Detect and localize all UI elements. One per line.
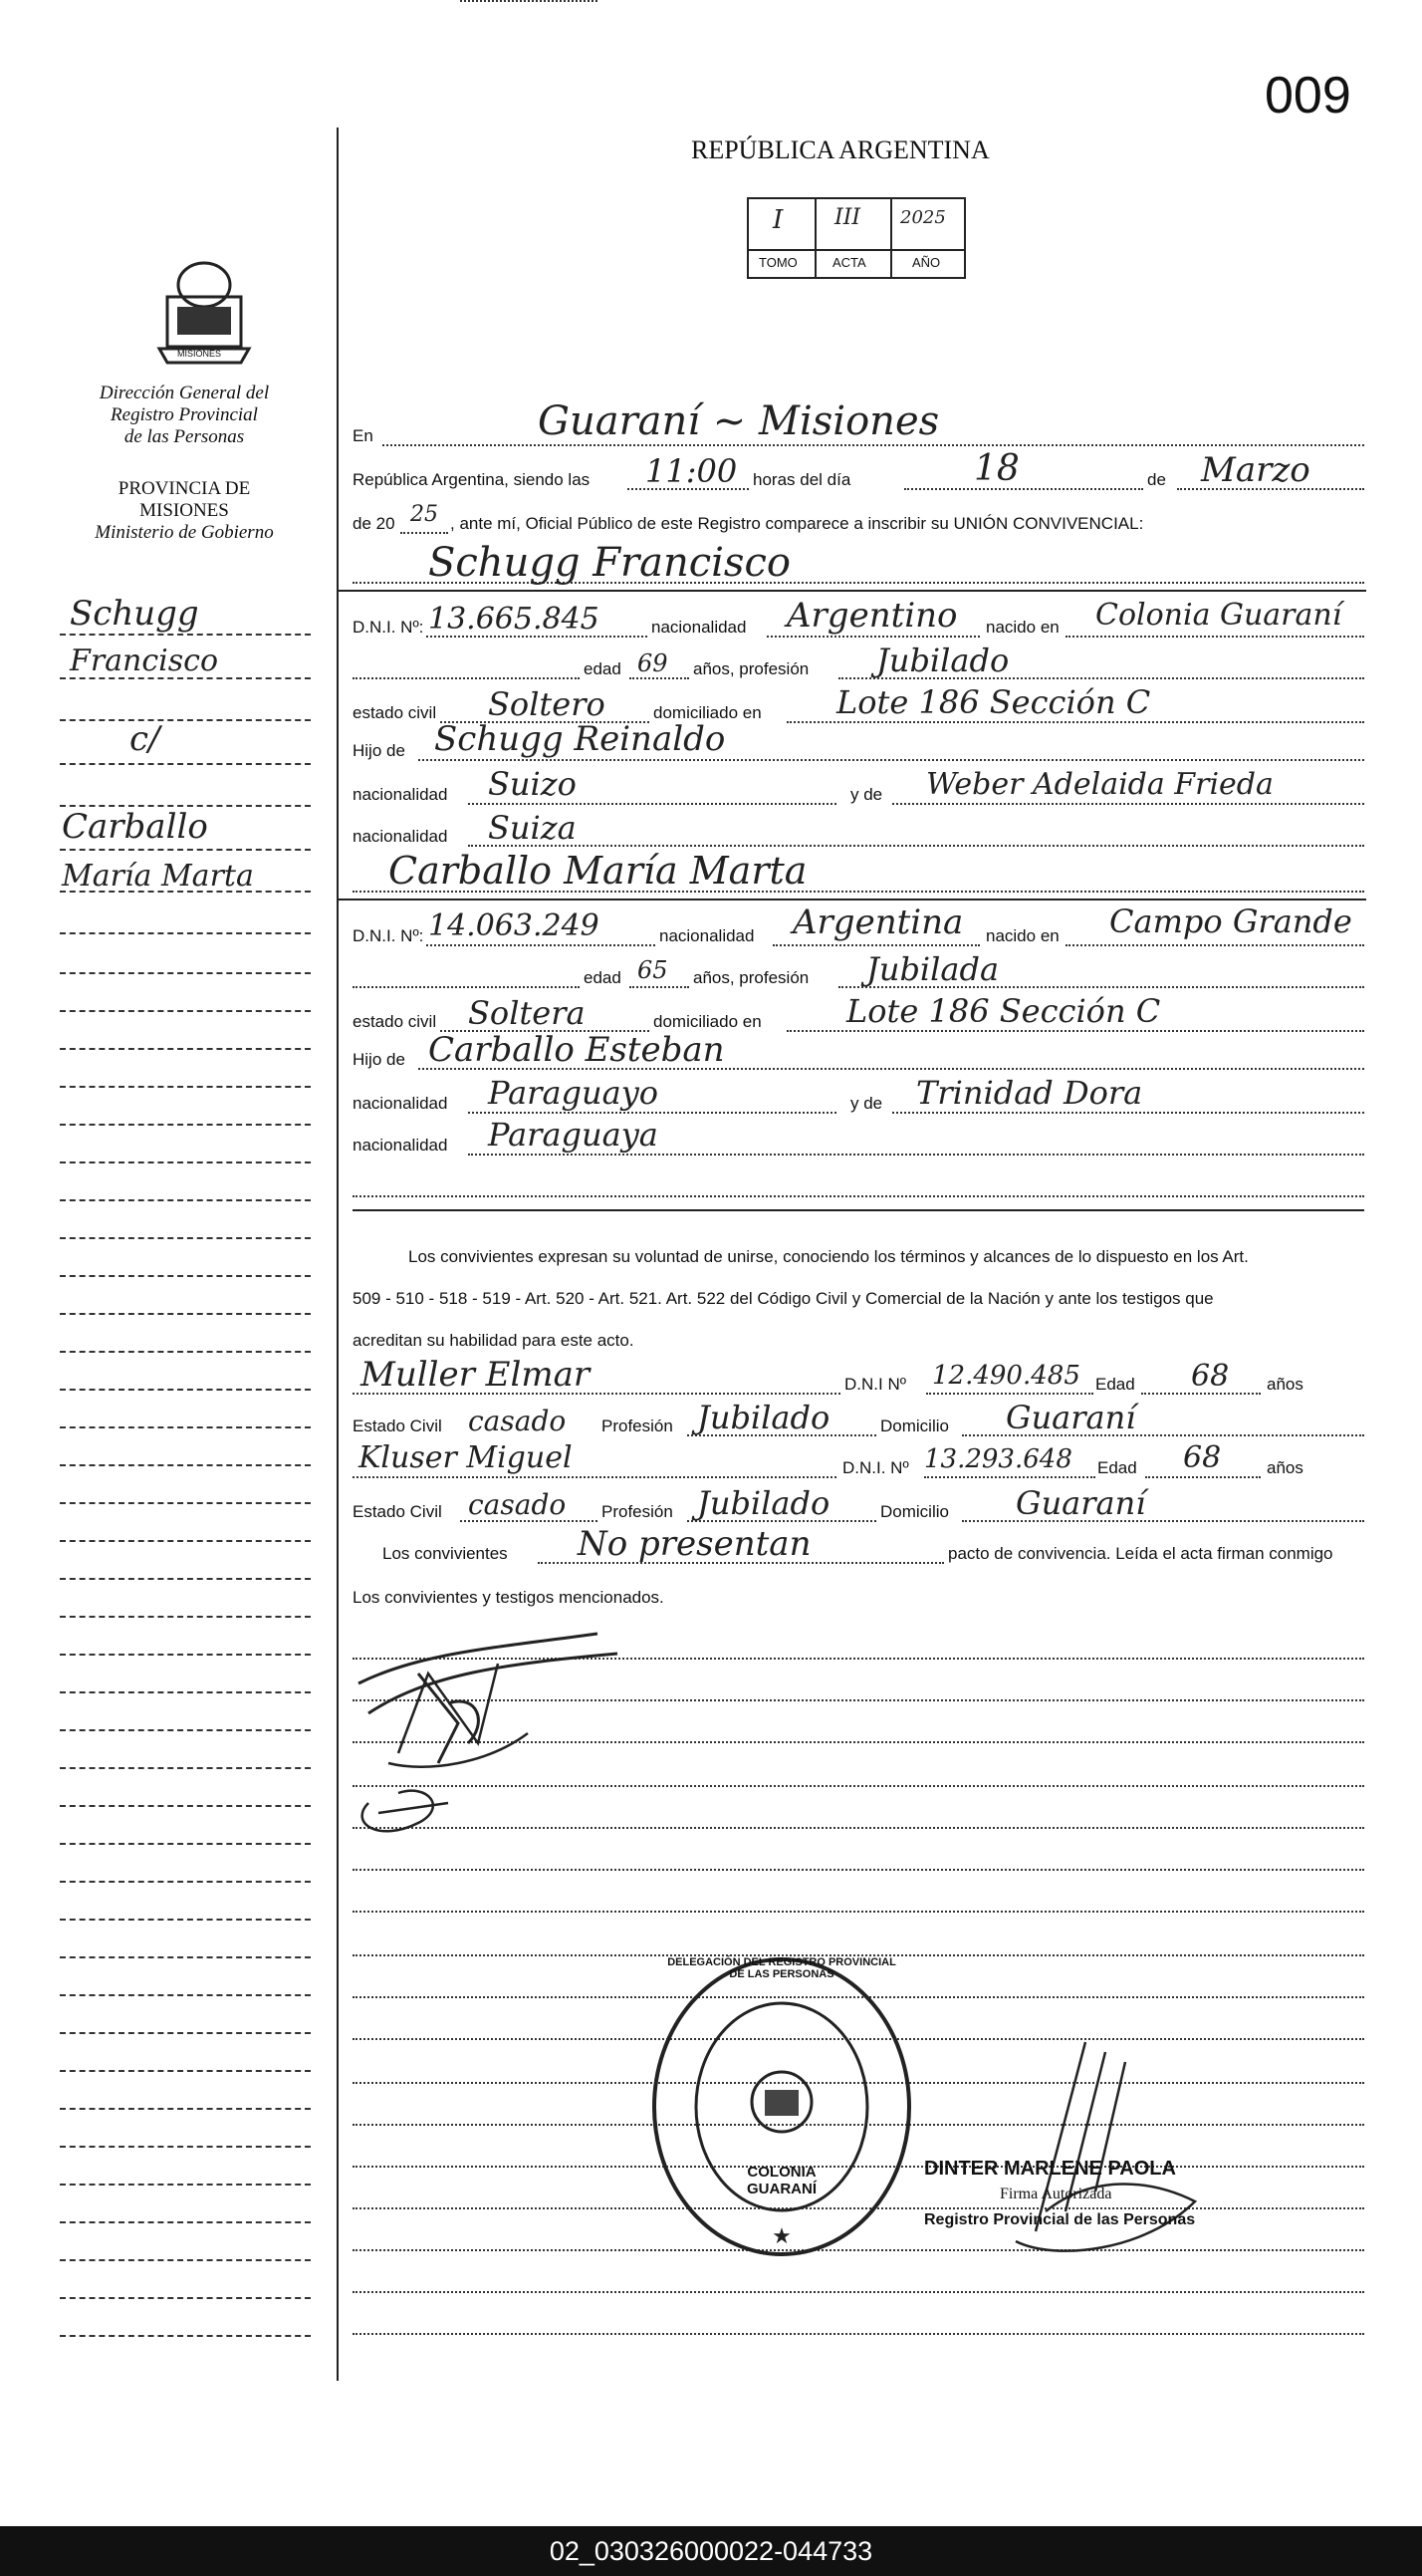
province-line2: MISIONES bbox=[139, 500, 229, 521]
official-title: Firma Autorizada bbox=[1000, 2186, 1112, 2202]
registry-box bbox=[747, 197, 966, 279]
acta-value: III bbox=[834, 205, 861, 230]
time-field: 11:00 bbox=[645, 452, 738, 490]
p2-mother-nat: Paraguaya bbox=[488, 1116, 658, 1154]
de-label: de bbox=[1147, 470, 1166, 489]
p1-hijo-label: Hijo de bbox=[353, 741, 405, 760]
tomo-value: I bbox=[773, 205, 784, 235]
province-seal bbox=[149, 251, 259, 371]
p1-mother: Weber Adelaida Frieda bbox=[926, 767, 1274, 802]
p2-yde-label: y de bbox=[850, 1094, 883, 1113]
w2-profession: Jubilado bbox=[697, 1484, 830, 1522]
p2-birthplace: Campo Grande bbox=[1109, 902, 1352, 940]
w2-edad-label: Edad bbox=[1097, 1458, 1137, 1477]
horas-label: horas del día bbox=[753, 470, 851, 489]
w1-dni-label: D.N.I Nº bbox=[844, 1375, 906, 1394]
w1-dom-label: Domicilio bbox=[880, 1417, 949, 1435]
p1-dni: 13.665.845 bbox=[428, 602, 599, 637]
margin-separator: c/ bbox=[129, 719, 160, 759]
tomo-label: TOMO bbox=[759, 255, 798, 270]
column-divider bbox=[337, 128, 339, 2381]
w1-name: Muller Elmar bbox=[360, 1355, 591, 1395]
p1-father-nat: Suizo bbox=[488, 765, 577, 803]
p2-age: 65 bbox=[637, 956, 668, 984]
person2-name: Carballo María Marta bbox=[388, 849, 808, 893]
w2-age: 68 bbox=[1183, 1440, 1222, 1475]
pact-label: Los convivientes bbox=[382, 1544, 508, 1563]
p2-mother: Trinidad Dora bbox=[916, 1074, 1143, 1112]
p1-civil-label: estado civil bbox=[353, 703, 437, 722]
p1-birthplace: Colonia Guaraní bbox=[1095, 598, 1342, 633]
w1-edad-label: Edad bbox=[1095, 1375, 1135, 1394]
w1-dni: 12.490.485 bbox=[932, 1361, 1080, 1391]
p2-anos-prof-label: años, profesión bbox=[693, 968, 810, 987]
w2-civil-label: Estado Civil bbox=[353, 1502, 442, 1521]
margin-name1b: Francisco bbox=[70, 644, 219, 678]
p2-civil-label: estado civil bbox=[353, 1012, 437, 1031]
anio-label: AÑO bbox=[912, 255, 941, 270]
document-id-bar: 02_030326000022-044733 bbox=[0, 2526, 1422, 2576]
w2-anos-label: años bbox=[1267, 1458, 1304, 1477]
p2-hijo-label: Hijo de bbox=[353, 1050, 405, 1069]
p2-domicile: Lote 186 Sección C bbox=[846, 992, 1161, 1030]
official-name: DINTER MARLENE PAOLA bbox=[924, 2158, 1176, 2180]
stamp-ring-text: DELEGACIÓN DEL REGISTRO PROVINCIAL DE LAS PERSONAS bbox=[667, 1956, 896, 1980]
w2-civil: casado bbox=[468, 1488, 567, 1521]
document-title: REPÚBLICA ARGENTINA bbox=[691, 135, 990, 164]
p1-nac2-label: nacionalidad bbox=[353, 785, 448, 804]
p1-yde-label: y de bbox=[850, 785, 883, 804]
w2-domicile: Guaraní bbox=[1016, 1484, 1146, 1522]
w2-dni: 13.293.648 bbox=[924, 1444, 1072, 1474]
day-field: 18 bbox=[974, 448, 1020, 489]
w2-dni-label: D.N.I. Nº bbox=[842, 1458, 909, 1477]
agency-line2: Registro Provincial bbox=[111, 404, 258, 425]
p2-father: Carballo Esteban bbox=[428, 1030, 725, 1070]
p1-domicile: Lote 186 Sección C bbox=[836, 683, 1151, 721]
p2-nac-label: nacionalidad bbox=[659, 926, 755, 945]
party-signatures bbox=[339, 1614, 657, 1843]
registry-stamp bbox=[647, 1952, 916, 2261]
year-field: 25 bbox=[410, 502, 438, 527]
p1-father: Schugg Reinaldo bbox=[434, 719, 726, 759]
p2-nacido-label: nacido en bbox=[986, 926, 1060, 945]
w1-civil-label: Estado Civil bbox=[353, 1417, 442, 1435]
w2-prof-label: Profesión bbox=[601, 1502, 673, 1521]
p1-anos-prof-label: años, profesión bbox=[693, 659, 810, 678]
legal-line1: Los convivientes expresan su voluntad de unirse, conociendo los términos y alcances de lo dispuesto en los Art. bbox=[408, 1247, 1249, 1266]
en-label: En bbox=[353, 426, 373, 445]
agency-line1: Dirección General del bbox=[99, 383, 270, 403]
p1-mother-nat: Suiza bbox=[488, 809, 577, 847]
acta-label: ACTA bbox=[832, 255, 866, 270]
seal-text: MISIONES bbox=[177, 349, 222, 359]
w1-age: 68 bbox=[1191, 1359, 1230, 1394]
ministry: Ministerio de Gobierno bbox=[95, 522, 274, 543]
p2-edad-label: edad bbox=[584, 968, 621, 987]
legal-line3: acreditan su habilidad para este acto. bbox=[353, 1331, 634, 1350]
svg-text:★: ★ bbox=[772, 2223, 792, 2248]
stamp-center-text: COLONIA GUARANÍ bbox=[747, 2164, 817, 2197]
w1-domicile: Guaraní bbox=[1006, 1399, 1136, 1436]
anio-value: 2025 bbox=[900, 207, 946, 228]
agency-line3: de las Personas bbox=[123, 426, 245, 447]
official-office: Registro Provincial de las Personas bbox=[924, 2211, 1196, 2228]
p2-father-nat: Paraguayo bbox=[488, 1074, 659, 1112]
p2-nac3-label: nacionalidad bbox=[353, 1136, 448, 1155]
p1-dom-label: domiciliado en bbox=[653, 703, 762, 722]
de20-label: de 20 bbox=[353, 514, 395, 533]
p2-dni-label: D.N.I. Nº: bbox=[353, 926, 424, 945]
p1-profession: Jubilado bbox=[876, 642, 1010, 679]
p1-age: 69 bbox=[637, 649, 668, 677]
person1-name: Schugg Francisco bbox=[428, 540, 791, 586]
w1-profession: Jubilado bbox=[697, 1399, 830, 1436]
w2-name: Kluser Miguel bbox=[358, 1440, 573, 1475]
p2-civil: Soltera bbox=[468, 994, 586, 1032]
w1-prof-label: Profesión bbox=[601, 1417, 673, 1435]
p1-nacido-label: nacido en bbox=[986, 618, 1060, 637]
w1-civil: casado bbox=[468, 1405, 567, 1437]
legal-line2: 509 - 510 - 518 - 519 - Art. 520 - Art. 521. Art. 522 del Código Civil y Comercial de la Nación y ante los testigos que bbox=[353, 1289, 1214, 1308]
pact-value: No presentan bbox=[578, 1524, 812, 1564]
margin-name1a: Schugg bbox=[70, 594, 199, 634]
rep-label: República Argentina, siendo las bbox=[353, 470, 591, 489]
p2-dni: 14.063.249 bbox=[428, 908, 599, 943]
province-line1: PROVINCIA DE bbox=[118, 478, 251, 499]
margin-name2b: María Marta bbox=[62, 859, 254, 894]
w2-dom-label: Domicilio bbox=[880, 1502, 949, 1521]
place-field: Guaraní ~ Misiones bbox=[538, 398, 940, 444]
p2-dom-label: domiciliado en bbox=[653, 1012, 762, 1031]
pact-closing: Los convivientes y testigos mencionados. bbox=[353, 1588, 664, 1607]
p1-nac-label: nacionalidad bbox=[651, 618, 747, 637]
intro-statement: , ante mí, Oficial Público de este Registro comparece a inscribir su UNIÓN CONVIVENCIAL: bbox=[450, 514, 1144, 533]
month-field: Marzo bbox=[1201, 450, 1310, 490]
p2-profession: Jubilada bbox=[866, 950, 1000, 988]
p1-edad-label: edad bbox=[584, 659, 621, 678]
pact-suffix: pacto de convivencia. Leída el acta firman conmigo bbox=[948, 1544, 1333, 1563]
p1-dni-label: D.N.I. Nº: bbox=[353, 618, 424, 637]
p1-nac3-label: nacionalidad bbox=[353, 827, 448, 846]
p1-civil: Soltero bbox=[488, 685, 605, 723]
p2-nac2-label: nacionalidad bbox=[353, 1094, 448, 1113]
p1-nationality: Argentino bbox=[787, 596, 958, 636]
page-number: 009 bbox=[1265, 67, 1351, 125]
p2-nationality: Argentina bbox=[793, 902, 964, 942]
margin-name2a: Carballo bbox=[62, 807, 208, 847]
w1-anos-label: años bbox=[1267, 1375, 1304, 1394]
